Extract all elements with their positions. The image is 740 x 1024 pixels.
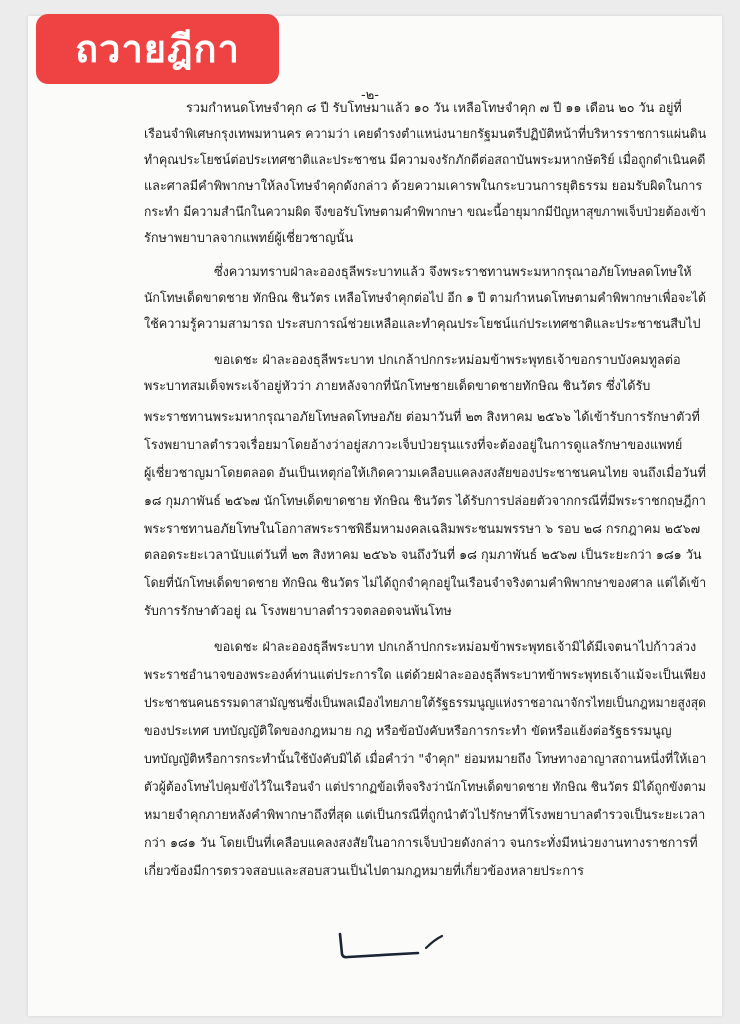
document-line: ของประเทศ บทบัญญัติใดของกฎหมาย กฎ หรือข้อบังคับหรือการกระทำ ขัดหรือแย้งต่อรัฐธรรมนูญ (144, 723, 672, 738)
document-line: พระบาทสมเด็จพระเจ้าอยู่หัวว่า ภายหลังจากที่นักโทษชายเด็ดขาดชายทักษิณ ชินวัตร ซึ่งได้รับ (144, 378, 651, 393)
document-line: โรงพยาบาลตำรวจเรื่อยมาโดยอ้างว่าอยู่สภาวะเจ็บป่วยรุนแรงที่จะต้องอยู่ในการดูแลรักษาของแพทย์ (144, 437, 683, 452)
document-line: เรือนจำพิเศษกรุงเทพมหานคร ความว่า เคยดำรงตำแหน่งนายกรัฐมนตรีปฏิบัติหน้าที่บริหารราชการแผ่นดิน (144, 126, 707, 141)
document-line: พระราชทานอภัยโทษในโอกาสพระราชพิธีมหามงคลเฉลิมพระชนมพรรษา ๖ รอบ ๒๘ กรกฎาคม ๒๕๖๗ (144, 521, 701, 536)
document-line: หมายจำคุกภายหลังคำพิพากษาถึงที่สุด แต่เป็นกรณีที่ถูกนำตัวไปรักษาที่โรงพยาบาลตำรวจเป็นระยะเวลา (144, 807, 706, 822)
document-line: โดยที่นักโทษเด็ดขาดชาย ทักษิณ ชินวัตร ไม่ได้ถูกจำคุกอยู่ในเรือนจำจริงตามคำพิพากษาของศาล แต่ได้เข้า (144, 575, 707, 590)
document-line: ตลอดระยะเวลานับแต่วันที่ ๒๓ สิงหาคม ๒๕๖๖ จนถึงวันที่ ๑๘ กุมภาพันธ์ ๒๕๖๗ เป็นระยะกว่า ๑๘๑ วัน (144, 547, 702, 562)
document-line: นักโทษเด็ดขาดชาย ทักษิณ ชินวัตร เหลือโทษจำคุกต่อไป อีก ๑ ปี ตามกำหนดโทษตามคำพิพากษาเพื่อจะได้ (144, 290, 706, 305)
document-line: ประชาชนคนธรรมดาสามัญชนซึ่งเป็นพลเมืองไทยภายใต้รัฐธรรมนูญแห่งราชอาณาจักรไทยเป็นกฎหมายสูงสุด (144, 695, 706, 710)
page-number: -๒- (361, 88, 379, 103)
document-line: ผู้เชี่ยวชาญมาโดยตลอด อันเป็นเหตุก่อให้เกิดความเคลือบแคลงสงสัยของประชาชนคนไทย จนถึงเมื่อวันที่ (144, 465, 706, 480)
document-line: เกี่ยวข้องมีการตรวจสอบและสอบสวนเป็นไปตามกฎหมายที่เกี่ยวข้องหลายประการ (144, 863, 584, 878)
document-line: ใช้ความรู้ความสามารถ ประสบการณ์ช่วยเหลือและทำคุณประโยชน์แก่ประเทศชาติและประชาชนสืบไป (144, 316, 701, 331)
document-line: ขอเดชะ ฝ่าละอองธุลีพระบาท ปกเกล้าปกกระหม่อมข้าพระพุทธเจ้าขอกราบบังคมทูลต่อ (214, 352, 681, 367)
document-line: และศาลมีคำพิพากษาให้ลงโทษจำคุกดังกล่าว ด้วยความเคารพในกระบวนการยุติธรรม ยอมรับผิดในการ (144, 178, 703, 193)
signature-mark (330, 928, 460, 964)
document-line: ทำคุณประโยชน์ต่อประเทศชาติและประชาชน มีความจงรักภักดีต่อสถาบันพระมหากษัตริย์ เมื่อถูกดำเนินคดี (144, 152, 706, 167)
document-line: พระราชอำนาจของพระองค์ท่านแต่ประการใด แต่ด้วยฝ่าละอองธุลีพระบาทข้าพระพุทธเจ้าแม้จะเป็นเพียง (144, 667, 706, 682)
title-badge: ถวายฎีกา (36, 14, 279, 84)
document-line: รักษาพยาบาลจากแพทย์ผู้เชี่ยวชาญนั้น (144, 230, 354, 245)
document-line: ซึ่งความทราบฝ่าละอองธุลีพระบาทแล้ว จึงพระราชทานพระมหากรุณาอภัยโทษลดโทษให้ (214, 264, 692, 279)
document-line: พระราชทานพระมหากรุณาอภัยโทษลดโทษอภัย ต่อมาวันที่ ๒๓ สิงหาคม ๒๕๖๖ ได้เข้ารับการรักษาตัวที่ (144, 409, 700, 424)
document-line: ๑๘ กุมภาพันธ์ ๒๕๖๗ นักโทษเด็ดขาดชาย ทักษิณ ชินวัตร ได้รับการปล่อยตัวจากกรณีที่มีพระราชกฤษฎีกา (144, 493, 706, 508)
document-line: บทบัญญัติหรือการกระทำนั้นใช้บังคับมิได้ เมื่อคำว่า "จำคุก" ย่อมหมายถึง โทษทางอาญาสถานหนึ่งที่ให้เอา (144, 751, 707, 766)
document-line: รวมกำหนดโทษจำคุก ๘ ปี รับโทษมาแล้ว ๑๐ วัน เหลือโทษจำคุก ๗ ปี ๑๑ เดือน ๒๐ วัน อยู่ที่ (186, 100, 682, 115)
document-line: ตัวผู้ต้องโทษไปคุมขังไว้ในเรือนจำ แต่ปรากฏข้อเท็จจริงว่านักโทษเด็ดขาดชาย ทักษิณ ชินวัตร มิได้ถูกขังตาม (144, 779, 707, 794)
document-line: รับการรักษาตัวอยู่ ณ โรงพยาบาลตำรวจตลอดจนพ้นโทษ (144, 603, 452, 618)
document-line: กระทำ มีความสำนึกในความผิด จึงขอรับโทษตามคำพิพากษา ขณะนี้อายุมากมีปัญหาสุขภาพเจ็บป่วยต้องเข้า (144, 204, 707, 219)
document-line: ขอเดชะ ฝ่าละอองธุลีพระบาท ปกเกล้าปกกระหม่อมข้าพระพุทธเจ้ามิได้มีเจตนาไปก้าวล่วง (214, 639, 697, 654)
document-line: กว่า ๑๘๑ วัน โดยเป็นที่เคลือบแคลงสงสัยในอาการเจ็บป่วยดังกล่าว จนกระทั่งมีหน่วยงานทางราชการที่ (144, 835, 698, 850)
